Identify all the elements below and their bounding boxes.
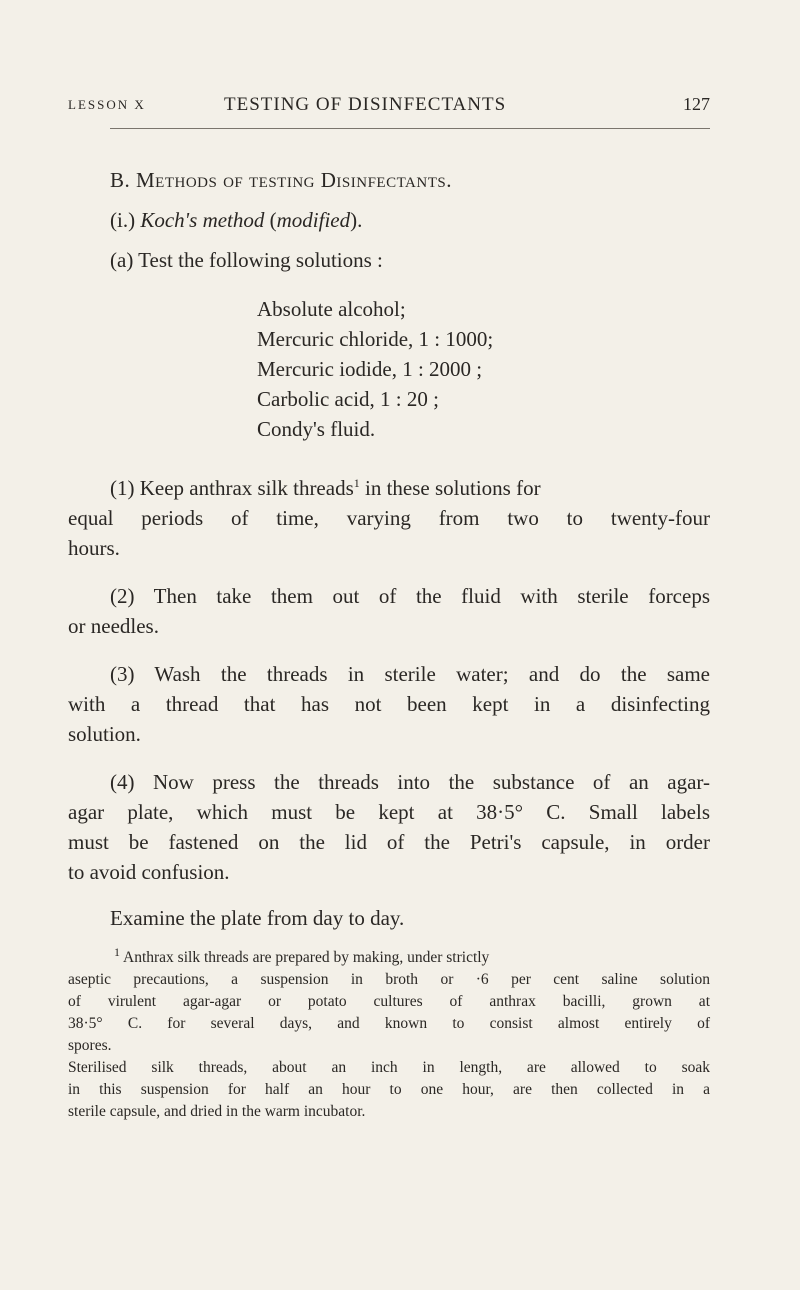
paragraph-3-line: solution. (68, 722, 141, 746)
lesson-label: LESSON X (68, 97, 146, 112)
paragraph-4-line: agar plate, which must be kept at 38·5° C. Small labels (68, 800, 710, 824)
page-number: 127 (683, 94, 710, 114)
paragraph-4-line: to avoid confusion. (68, 860, 230, 884)
footnote-line: aseptic precautions, a suspension in broth or ·6 per cent saline solution (68, 971, 710, 988)
footnote-line: 38·5° C. for several days, and known to consist almost entirely of (68, 1015, 710, 1032)
step-a: (a) Test the following solutions : (110, 248, 383, 272)
header-rule (110, 128, 710, 129)
section-title: B. Methods of testing Disinfectants. (110, 168, 452, 192)
footnote-ref: 1 (353, 476, 360, 490)
footnote-line: spores. (68, 1037, 112, 1054)
solution-item: Absolute alcohol; (257, 297, 406, 321)
solution-item: Carbolic acid, 1 : 20 ; (257, 387, 439, 411)
paragraph-1-line: (1) Keep anthrax silk threads$^1$ in these solutions for (110, 476, 541, 500)
paragraph-2-line: or needles. (68, 614, 159, 638)
paragraph-3-line: (3) Wash the threads in sterile water; and do the same (110, 662, 710, 686)
solution-item: Mercuric iodide, 1 : 2000 ; (257, 357, 483, 381)
solution-item: Condy's fluid. (257, 417, 376, 441)
paragraph-2-line: (2) Then take them out of the fluid with sterile forceps (110, 584, 710, 608)
paragraph-5: Examine the plate from day to day. (110, 906, 405, 930)
footnote-marker: 1 (114, 944, 120, 959)
footnote-line: Sterilised silk threads, about an inch in length, are allowed to soak (68, 1059, 710, 1076)
footnote-line: in this suspension for half an hour to one hour, are then collected in a (68, 1081, 710, 1098)
subsection-title: (i.) Koch's method (modified). (110, 208, 363, 232)
paragraph-4-line: (4) Now press the threads into the substance of an agar- (110, 770, 710, 794)
running-title: TESTING OF DISINFECTANTS (224, 94, 507, 115)
paragraph-1-line: hours. (68, 536, 120, 560)
paragraph-3-line: with a thread that has not been kept in a disinfecting (68, 692, 710, 716)
running-header (68, 94, 710, 118)
footnote-line: $^1$ Anthrax silk threads are prepared by making, under strictly (114, 944, 490, 966)
footnote-line: of virulent agar-agar or potato cultures of anthrax bacilli, grown at (68, 993, 710, 1010)
footnote-line: sterile capsule, and dried in the warm incubator. (68, 1103, 366, 1120)
paragraph-4-line: must be fastened on the lid of the Petri's capsule, in order (68, 830, 710, 854)
paragraph-1-line: equal periods of time, varying from two to twenty-four (68, 506, 710, 530)
solution-item: Mercuric chloride, 1 : 1000; (257, 327, 494, 351)
